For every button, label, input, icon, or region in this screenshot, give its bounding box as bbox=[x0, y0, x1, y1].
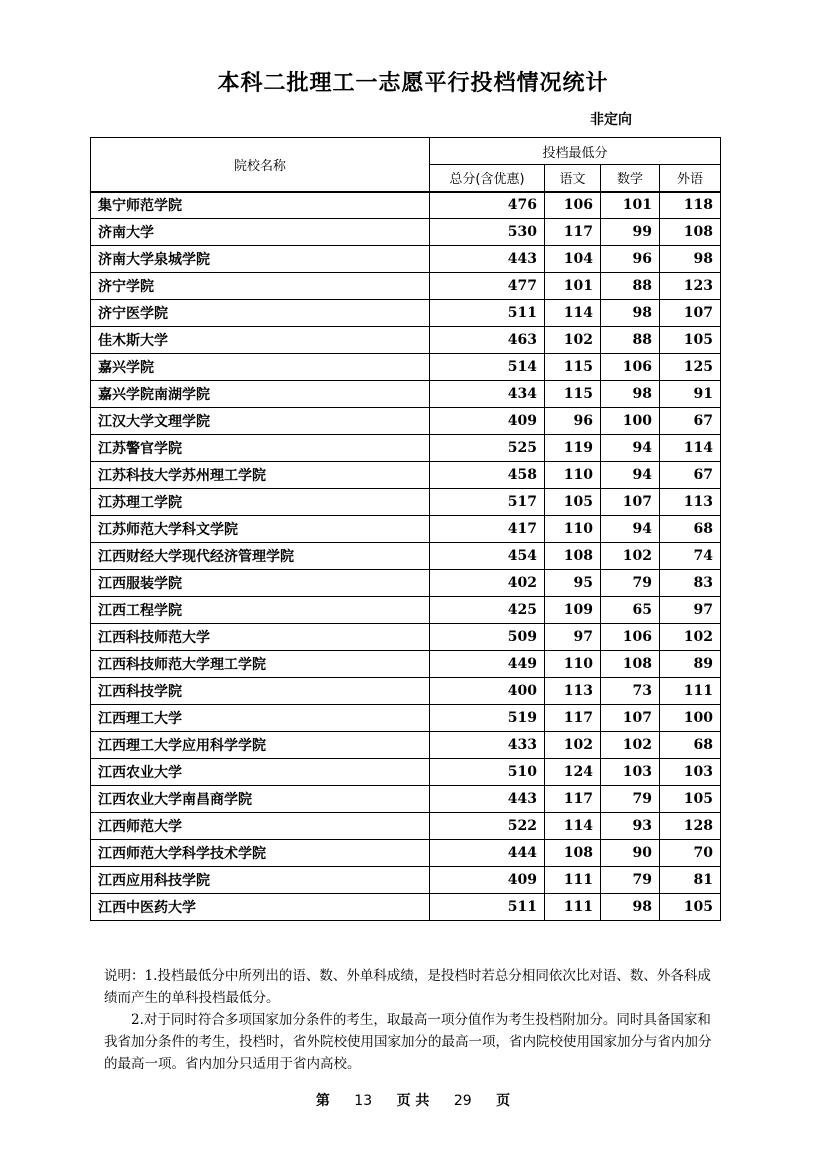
note-1: 说明：1.投档最低分中所列出的语、数、外单科成绩，是投档时若总分相同依次比对语、数、外各科成绩而产生的单科投档最低分。 bbox=[104, 968, 711, 1006]
school-name-cell: 江西理工大学 bbox=[91, 705, 430, 732]
table-row bbox=[91, 597, 721, 624]
table-row bbox=[91, 516, 721, 543]
total-score-cell: 511 bbox=[430, 300, 545, 327]
page-footer bbox=[0, 1090, 826, 1110]
foreign-score-cell: 81 bbox=[660, 867, 721, 894]
table-row bbox=[91, 867, 721, 894]
page-title: 本科二批理工一志愿平行投档情况统计 bbox=[217, 71, 609, 96]
foreign-score-cell: 103 bbox=[660, 759, 721, 786]
total-score-cell: 402 bbox=[430, 570, 545, 597]
school-name-cell: 江汉大学文理学院 bbox=[91, 408, 430, 435]
chinese-score-cell: 108 bbox=[545, 543, 601, 570]
math-score-cell: 98 bbox=[601, 300, 660, 327]
chinese-score-cell: 119 bbox=[545, 435, 601, 462]
foreign-score-cell: 83 bbox=[660, 570, 721, 597]
total-score-cell: 525 bbox=[430, 435, 545, 462]
foreign-score-cell: 67 bbox=[660, 408, 721, 435]
total-score-cell: 477 bbox=[430, 273, 545, 300]
table-row bbox=[91, 192, 721, 219]
school-name-cell: 江苏警官学院 bbox=[91, 435, 430, 462]
school-name-cell: 江西科技师范大学理工学院 bbox=[91, 651, 430, 678]
footer-label-page: 第 bbox=[315, 1093, 330, 1109]
math-score-cell: 98 bbox=[601, 381, 660, 408]
table-row bbox=[91, 219, 721, 246]
total-score-cell: 511 bbox=[430, 894, 545, 921]
math-score-cell: 88 bbox=[601, 273, 660, 300]
math-score-cell: 79 bbox=[601, 867, 660, 894]
math-score-cell: 107 bbox=[601, 705, 660, 732]
math-score-cell: 108 bbox=[601, 651, 660, 678]
subtitle: 非定向 bbox=[590, 112, 632, 128]
foreign-score-cell: 107 bbox=[660, 300, 721, 327]
chinese-score-cell: 106 bbox=[545, 192, 601, 219]
school-name-cell: 江苏师范大学科文学院 bbox=[91, 516, 430, 543]
foreign-score-cell: 105 bbox=[660, 786, 721, 813]
math-score-cell: 101 bbox=[601, 192, 660, 219]
foreign-score-cell: 105 bbox=[660, 327, 721, 354]
school-name-cell: 江西科技学院 bbox=[91, 678, 430, 705]
foreign-score-cell: 128 bbox=[660, 813, 721, 840]
chinese-score-cell: 117 bbox=[545, 219, 601, 246]
total-score-cell: 509 bbox=[430, 624, 545, 651]
school-name-cell: 江西应用科技学院 bbox=[91, 867, 430, 894]
chinese-score-cell: 96 bbox=[545, 408, 601, 435]
foreign-score-cell: 125 bbox=[660, 354, 721, 381]
math-score-cell: 102 bbox=[601, 732, 660, 759]
table-row bbox=[91, 651, 721, 678]
admission-table bbox=[90, 137, 721, 921]
math-score-cell: 103 bbox=[601, 759, 660, 786]
foreign-score-cell: 105 bbox=[660, 894, 721, 921]
total-score-cell: 522 bbox=[430, 813, 545, 840]
table-row bbox=[91, 678, 721, 705]
school-name-cell: 佳木斯大学 bbox=[91, 327, 430, 354]
foreign-score-cell: 111 bbox=[660, 678, 721, 705]
total-score-cell: 517 bbox=[430, 489, 545, 516]
table-row bbox=[91, 543, 721, 570]
foreign-score-cell: 108 bbox=[660, 219, 721, 246]
chinese-score-cell: 101 bbox=[545, 273, 601, 300]
math-score-cell: 107 bbox=[601, 489, 660, 516]
note-2: 2.对于同时符合多项国家加分条件的考生，取最高一项分值作为考生投档附加分。同时具备国家和我省加分条件的考生，投档时，省外院校使用国家加分的最高一项，省内院校使用国家加分与省内加分的最高一项。省内加分只适用于省内高校。 bbox=[104, 1012, 712, 1072]
math-score-cell: 100 bbox=[601, 408, 660, 435]
chinese-score-cell: 104 bbox=[545, 246, 601, 273]
math-score-cell: 98 bbox=[601, 894, 660, 921]
total-score-cell: 510 bbox=[430, 759, 545, 786]
school-name-cell: 江西师范大学 bbox=[91, 813, 430, 840]
footer-current-page: 13 bbox=[354, 1093, 373, 1109]
table-row bbox=[91, 732, 721, 759]
total-score-cell: 409 bbox=[430, 867, 545, 894]
foreign-score-cell: 68 bbox=[660, 732, 721, 759]
math-score-cell: 99 bbox=[601, 219, 660, 246]
foreign-score-cell: 113 bbox=[660, 489, 721, 516]
table-row bbox=[91, 273, 721, 300]
total-score-cell: 409 bbox=[430, 408, 545, 435]
chinese-score-cell: 110 bbox=[545, 651, 601, 678]
chinese-score-cell: 102 bbox=[545, 732, 601, 759]
total-score-cell: 433 bbox=[430, 732, 545, 759]
foreign-score-cell: 67 bbox=[660, 462, 721, 489]
school-name-cell: 嘉兴学院南湖学院 bbox=[91, 381, 430, 408]
total-score-cell: 458 bbox=[430, 462, 545, 489]
math-score-cell: 106 bbox=[601, 354, 660, 381]
school-name-cell: 江西农业大学南昌商学院 bbox=[91, 786, 430, 813]
total-score-cell: 443 bbox=[430, 786, 545, 813]
foreign-score-cell: 102 bbox=[660, 624, 721, 651]
total-score-cell: 476 bbox=[430, 192, 545, 219]
header-min-score-group: 投档最低分 bbox=[430, 138, 721, 165]
chinese-score-cell: 95 bbox=[545, 570, 601, 597]
school-name-cell: 江西服装学院 bbox=[91, 570, 430, 597]
foreign-score-cell: 89 bbox=[660, 651, 721, 678]
foreign-score-cell: 123 bbox=[660, 273, 721, 300]
foreign-score-cell: 114 bbox=[660, 435, 721, 462]
total-score-cell: 444 bbox=[430, 840, 545, 867]
school-name-cell: 集宁师范学院 bbox=[91, 192, 430, 219]
total-score-cell: 454 bbox=[430, 543, 545, 570]
school-name-cell: 江西工程学院 bbox=[91, 597, 430, 624]
table-row bbox=[91, 246, 721, 273]
table-row bbox=[91, 435, 721, 462]
footer-label-of: 页 共 bbox=[396, 1093, 430, 1109]
total-score-cell: 514 bbox=[430, 354, 545, 381]
foreign-score-cell: 91 bbox=[660, 381, 721, 408]
chinese-score-cell: 109 bbox=[545, 597, 601, 624]
chinese-score-cell: 124 bbox=[545, 759, 601, 786]
math-score-cell: 96 bbox=[601, 246, 660, 273]
foreign-score-cell: 100 bbox=[660, 705, 721, 732]
total-score-cell: 449 bbox=[430, 651, 545, 678]
table-row bbox=[91, 570, 721, 597]
chinese-score-cell: 111 bbox=[545, 894, 601, 921]
table-row bbox=[91, 408, 721, 435]
school-name-cell: 江西财经大学现代经济管理学院 bbox=[91, 543, 430, 570]
school-name-cell: 江西师范大学科学技术学院 bbox=[91, 840, 430, 867]
math-score-cell: 65 bbox=[601, 597, 660, 624]
math-score-cell: 88 bbox=[601, 327, 660, 354]
table-row bbox=[91, 327, 721, 354]
math-score-cell: 73 bbox=[601, 678, 660, 705]
table-row bbox=[91, 381, 721, 408]
school-name-cell: 济南大学泉城学院 bbox=[91, 246, 430, 273]
table-row bbox=[91, 489, 721, 516]
school-name-cell: 济宁医学院 bbox=[91, 300, 430, 327]
total-score-cell: 530 bbox=[430, 219, 545, 246]
foreign-score-cell: 70 bbox=[660, 840, 721, 867]
school-name-cell: 济宁学院 bbox=[91, 273, 430, 300]
total-score-cell: 519 bbox=[430, 705, 545, 732]
chinese-score-cell: 97 bbox=[545, 624, 601, 651]
chinese-score-cell: 102 bbox=[545, 327, 601, 354]
table-row bbox=[91, 840, 721, 867]
school-name-cell: 江西理工大学应用科学学院 bbox=[91, 732, 430, 759]
table-row bbox=[91, 786, 721, 813]
school-name-cell: 江西科技师范大学 bbox=[91, 624, 430, 651]
footer-total-pages: 29 bbox=[453, 1093, 472, 1109]
table-row bbox=[91, 300, 721, 327]
table-row bbox=[91, 354, 721, 381]
math-score-cell: 79 bbox=[601, 786, 660, 813]
header-chinese: 语文 bbox=[545, 165, 601, 192]
math-score-cell: 93 bbox=[601, 813, 660, 840]
school-name-cell: 济南大学 bbox=[91, 219, 430, 246]
foreign-score-cell: 97 bbox=[660, 597, 721, 624]
math-score-cell: 106 bbox=[601, 624, 660, 651]
foreign-score-cell: 118 bbox=[660, 192, 721, 219]
header-math: 数学 bbox=[601, 165, 660, 192]
school-name-cell: 嘉兴学院 bbox=[91, 354, 430, 381]
math-score-cell: 94 bbox=[601, 516, 660, 543]
foreign-score-cell: 74 bbox=[660, 543, 721, 570]
school-name-cell: 江苏科技大学苏州理工学院 bbox=[91, 462, 430, 489]
school-name-cell: 江西农业大学 bbox=[91, 759, 430, 786]
foreign-score-cell: 98 bbox=[660, 246, 721, 273]
header-foreign: 外语 bbox=[660, 165, 721, 192]
school-name-cell: 江苏理工学院 bbox=[91, 489, 430, 516]
chinese-score-cell: 115 bbox=[545, 354, 601, 381]
chinese-score-cell: 114 bbox=[545, 300, 601, 327]
chinese-score-cell: 110 bbox=[545, 462, 601, 489]
table-row bbox=[91, 705, 721, 732]
foreign-score-cell: 68 bbox=[660, 516, 721, 543]
header-total: 总分(含优惠) bbox=[430, 165, 545, 192]
total-score-cell: 434 bbox=[430, 381, 545, 408]
chinese-score-cell: 117 bbox=[545, 705, 601, 732]
footer-label-end: 页 bbox=[496, 1093, 511, 1109]
total-score-cell: 443 bbox=[430, 246, 545, 273]
total-score-cell: 425 bbox=[430, 597, 545, 624]
chinese-score-cell: 117 bbox=[545, 786, 601, 813]
math-score-cell: 102 bbox=[601, 543, 660, 570]
chinese-score-cell: 113 bbox=[545, 678, 601, 705]
math-score-cell: 79 bbox=[601, 570, 660, 597]
table-row bbox=[91, 759, 721, 786]
header-school-name: 院校名称 bbox=[91, 138, 430, 192]
chinese-score-cell: 111 bbox=[545, 867, 601, 894]
chinese-score-cell: 115 bbox=[545, 381, 601, 408]
table-row bbox=[91, 624, 721, 651]
chinese-score-cell: 105 bbox=[545, 489, 601, 516]
total-score-cell: 417 bbox=[430, 516, 545, 543]
total-score-cell: 400 bbox=[430, 678, 545, 705]
math-score-cell: 94 bbox=[601, 435, 660, 462]
school-name-cell: 江西中医药大学 bbox=[91, 894, 430, 921]
math-score-cell: 90 bbox=[601, 840, 660, 867]
chinese-score-cell: 114 bbox=[545, 813, 601, 840]
notes bbox=[104, 965, 724, 1075]
table-row bbox=[91, 813, 721, 840]
chinese-score-cell: 110 bbox=[545, 516, 601, 543]
table-row bbox=[91, 462, 721, 489]
chinese-score-cell: 108 bbox=[545, 840, 601, 867]
total-score-cell: 463 bbox=[430, 327, 545, 354]
math-score-cell: 94 bbox=[601, 462, 660, 489]
table-row bbox=[91, 894, 721, 921]
